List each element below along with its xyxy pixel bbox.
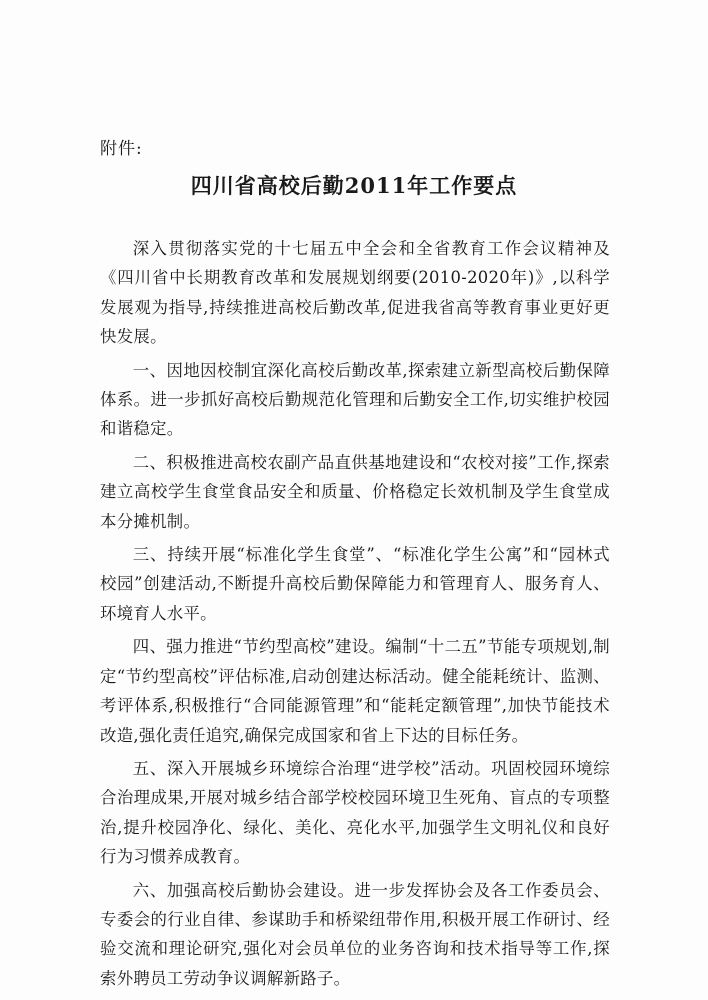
item-paragraph-4: 四、强力推进“节约型高校”建设。编制“十二五”节能专项规划,制定“节约型高校”评估标准,启动创建达标活动。健全能耗统计、监测、考评体系,积极推行“合同能源管理”和“能耗定额管理”,加快节能技术改造,强化责任追究,确保完成国家和省上下达的目标任务。 [100, 637, 610, 745]
item-paragraph-1: 一、因地因校制宜深化高校后勤改革,探索建立新型高校后勤保障体系。进一步抓好高校后勤规范化管理和后勤安全工作,切实维护校园和谐稳定。 [100, 360, 610, 439]
item-paragraph-6: 六、加强高校后勤协会建设。进一步发挥协会及各工作委员会、专委会的行业自律、参谋助手和桥梁纽带作用,积极开展工作研讨、经验交流和理论研究,强化对会员单位的业务咨询和技术指导等工作,探索外聘员工劳动争议调解新路子。 [100, 880, 610, 988]
document-title: 四川省高校后勤2011年工作要点 [190, 173, 518, 198]
item-paragraph-3: 三、持续开展“标准化学生食堂”、“标准化学生公寓”和“园林式校园”创建活动,不断提升高校后勤保障能力和管理育人、服务育人、环境育人水平。 [100, 545, 610, 623]
intro-paragraph: 深入贯彻落实党的十七届五中全会和全省教育工作会议精神及《四川省中长期教育改革和发展规划纲要(2010-2020年)》,以科学发展观为指导,持续推进高校后勤改革,促进我省高等教育事业更好更快发展。 [100, 239, 610, 347]
item-paragraph-2: 二、积极推进高校农副产品直供基地建设和“农校对接”工作,探索建立高校学生食堂食品安全和质量、价格稳定长效机制及学生食堂成本分摊机制。 [100, 452, 610, 531]
item-paragraph-5: 五、深入开展城乡环境综合治理“进学校”活动。巩固校园环境综合治理成果,开展对城乡结合部学校校园环境卫生死角、盲点的专项整治,提升校园净化、绿化、美化、亮化水平,加强学生文明礼仪和良好行为习惯养成教育。 [100, 758, 610, 867]
attachment-label: 附件: [100, 139, 143, 159]
document-body [100, 234, 610, 997]
